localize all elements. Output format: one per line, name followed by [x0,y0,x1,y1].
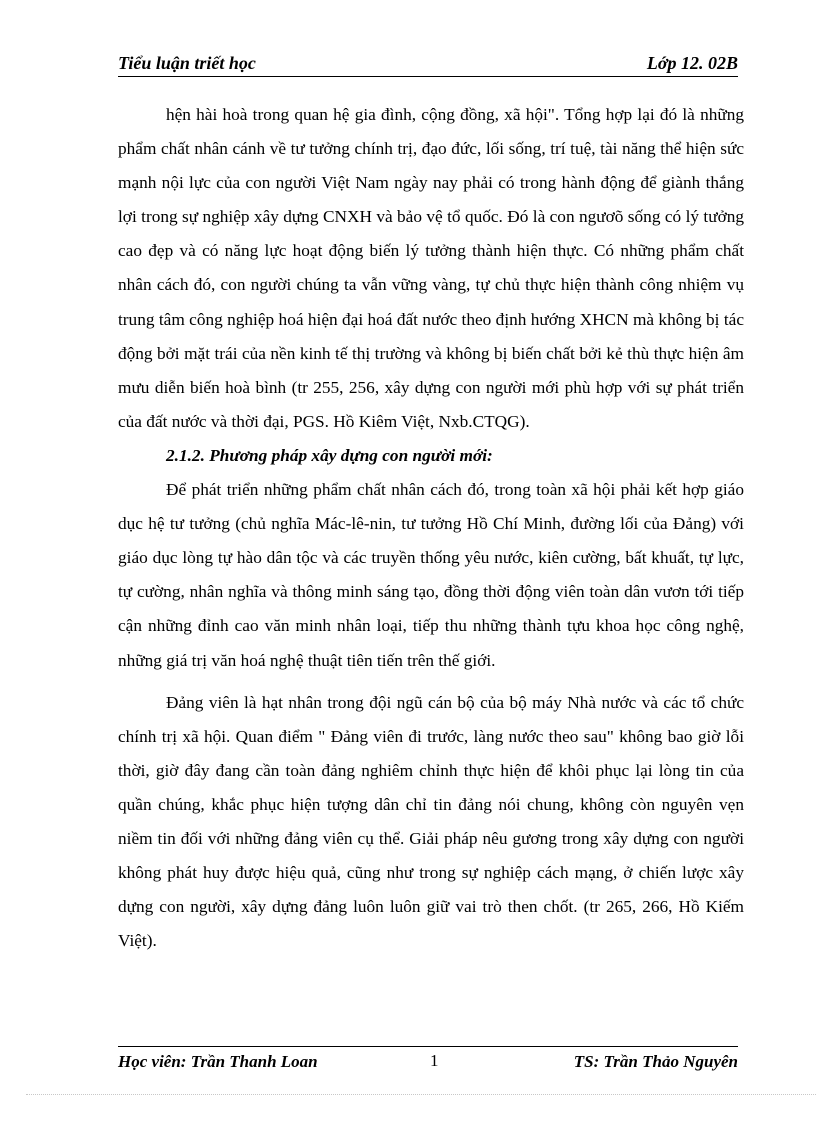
paragraph-gap [118,678,744,686]
header-title: Tiểu luận triết học [118,53,256,73]
paragraph-2: Để phát triển những phẩm chất nhân cách đó, trong toàn xã hội phải kết hợp giáo dục hệ tư tưởng (chủ nghĩa Mác-lê-nin, tư tưởng Hồ Chí Minh, đường lối của Đảng) với giáo dục lòng tự hào dân tộc và các truyền thống yêu nước, kiên cường, bất khuất, tự lực, tự cường, nhân nghĩa và thông minh sáng tạo, đồng thời động viên toàn dân vươn tới tiếp cận những đỉnh cao văn minh nhân loại, tiếp thu những thành tựu khoa học công nghệ, những giá trị văn hoá nghệ thuật tiên tiến trên thế giới. [118,480,744,670]
paragraph-3: Đảng viên là hạt nhân trong đội ngũ cán bộ của bộ máy Nhà nước và các tổ chức chính trị xã hội. Quan điểm " Đảng viên đi trước, làng nước theo sau" không bao giờ lỗi thời, giờ đây đang cần toàn đảng nghiêm chỉnh thực hiện để khôi phục lại lòng tin của quần chúng, khắc phục hiện tượng dân chỉ tin đảng nói chung, không còn nguyên vẹn niềm tin đối với những đảng viên cụ thể. Giải pháp nêu gương trong xây dựng con người không phát huy được hiệu quả, cũng như trong sự nghiệp cách mạng, ở chiến lược xây dựng con người, xây dựng đảng luôn luôn giữ vai trò then chốt. (tr 265, 266, Hồ Kiếm Việt). [118,692,744,951]
page-number: 1 [430,1051,439,1070]
page-footer [118,1046,738,1073]
section-heading: 2.1.2. Phương pháp xây dựng con người mới: [166,445,493,465]
header-class: Lớp 12. 02B [646,53,738,73]
page-header [118,52,738,77]
paragraph-1: hện hài hoà trong quan hệ gia đình, cộng đồng, xã hội". Tổng hợp lại đó là những phẩm chất nhân cánh về tư tưởng chính trị, đạo đức, lối sống, trí tuệ, tài năng thể hiện sức mạnh nội lực của con người Việt Nam ngày nay phải có trong hành động để giành thắng lợi trong sự nghiệp xây dựng CNXH và bảo vệ tổ quốc. Đó là con ngươõ sống có lý tưởng cao đẹp và có năng lực hoạt động biến lý tưởng thành hiện thực. Có những phẩm chất nhân cách đó, con người chúng ta vẫn vững vàng, tự chủ thực hiện thành công nhiệm vụ trung tâm công nghiệp hoá hiện đại hoá đất nước theo định hướng XHCN mà không bị tác động bởi mặt trái của nền kinh tế thị trường và không bị biến chất bởi kẻ thù thực hiện âm mưu diễn biến hoà bình (tr 255, 256, xây dựng con người mới phù hợp với sự phát triển của đất nước và thời đại, PGS. Hồ Kiêm Việt, Nxb.CTQG). [118,105,744,431]
document-body [118,98,744,958]
footer-teacher: TS: Trần Thảo Nguyên [573,1052,738,1071]
footer-student: Học viên: Trần Thanh Loan [118,1052,318,1071]
page-bottom-divider [26,1094,816,1095]
